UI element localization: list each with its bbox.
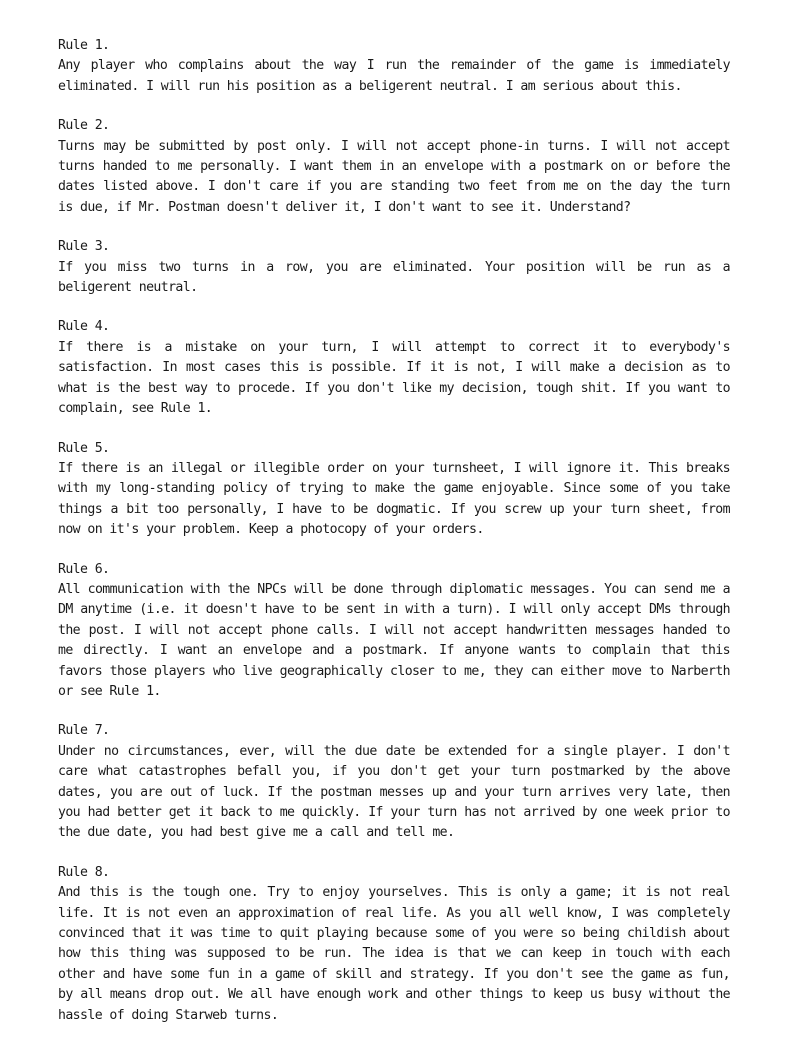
rule-6 — [58, 560, 730, 703]
rule-1 — [58, 36, 730, 97]
rule-4 — [58, 317, 730, 419]
rule-text: If you miss two turns in a row, you are eliminated. Your position will be run as a beligerent neutral. — [58, 259, 730, 296]
rule-2 — [58, 116, 730, 218]
rule-text: Any player who complains about the way I run the remainder of the game is immediately eliminated. I will run his position as a beligerent neutral. I am serious about this. — [58, 58, 730, 94]
rule-title: Rule 3. — [58, 239, 110, 255]
rule-text: Under no circumstances, ever, will the due date be extended for a single player. I don't care what catastrophes befall you, if you don't get your turn postmarked by the above dates, you are out of luck. If the postman messes up and your turn arrives very late, then you had better get it back to me quickly. If your turn has not arrived by one week prior to the due date, you had best give me a call and tell me. — [58, 743, 730, 841]
rule-title: Rule 1. — [58, 38, 110, 53]
rule-8 — [58, 863, 730, 1026]
rule-title: Rule 6. — [58, 561, 110, 577]
rule-title: Rule 4. — [58, 319, 110, 335]
rule-title: Rule 7. — [58, 723, 110, 739]
rule-title: Rule 5. — [58, 440, 110, 456]
rule-3 — [58, 237, 730, 298]
rule-text: All communication with the NPCs will be done through diplomatic messages. You can send me a DM anytime (i.e. it doesn't have to be sent in with a turn). I will only accept DMs through the post. I will not accept phone calls. I will not accept handwritten messages handed to me directly. I want an envelope and a postmark. If anyone wants to complain that this favors those players who live geographically closer to me, they can either move to Narberth or see Rule 1. — [58, 581, 730, 699]
rule-7 — [58, 721, 730, 843]
rule-text: If there is a mistake on your turn, I will attempt to correct it to everybody's satisfaction. In most cases this is possible. If it is not, I will make a decision as to what is the best way to procede. If you don't like my decision, tough shit. If you want to complain, see Rule 1. — [58, 339, 730, 417]
rules-document — [58, 36, 730, 1045]
rule-title: Rule 2. — [58, 118, 110, 134]
rule-text: Turns may be submitted by post only. I will not accept phone-in turns. I will not accept turns handed to me personally. I want them in an envelope with a postmark on or before the dates listed above. I don't care if you are standing two feet from me on the day the turn is due, if Mr. Postman doesn't deliver it, I don't want to see it. Understand? — [58, 138, 730, 215]
rule-text: If there is an illegal or illegible order on your turnsheet, I will ignore it. This breaks with my long-standing policy of trying to make the game enjoyable. Since some of you take things a bit too personally, I have to be dogmatic. If you screw up your turn sheet, from now on it's your problem. Keep a photocopy of your orders. — [58, 460, 730, 538]
rule-text: And this is the tough one. Try to enjoy yourselves. This is only a game; it is not real life. It is not even an approximation of real life. As you all well know, I was completely convinced that it was time to quit playing because some of you were so being childish about how this thing was supposed to be run. The idea is that we can keep in touch with each other and have some fun in a game of skill and strategy. If you don't see the game as fun, by all means drop out. We all have enough work and other things to keep us busy without the hassle of doing Starweb turns. — [58, 885, 730, 1023]
rule-5 — [58, 439, 730, 541]
rule-title: Rule 8. — [58, 864, 110, 880]
